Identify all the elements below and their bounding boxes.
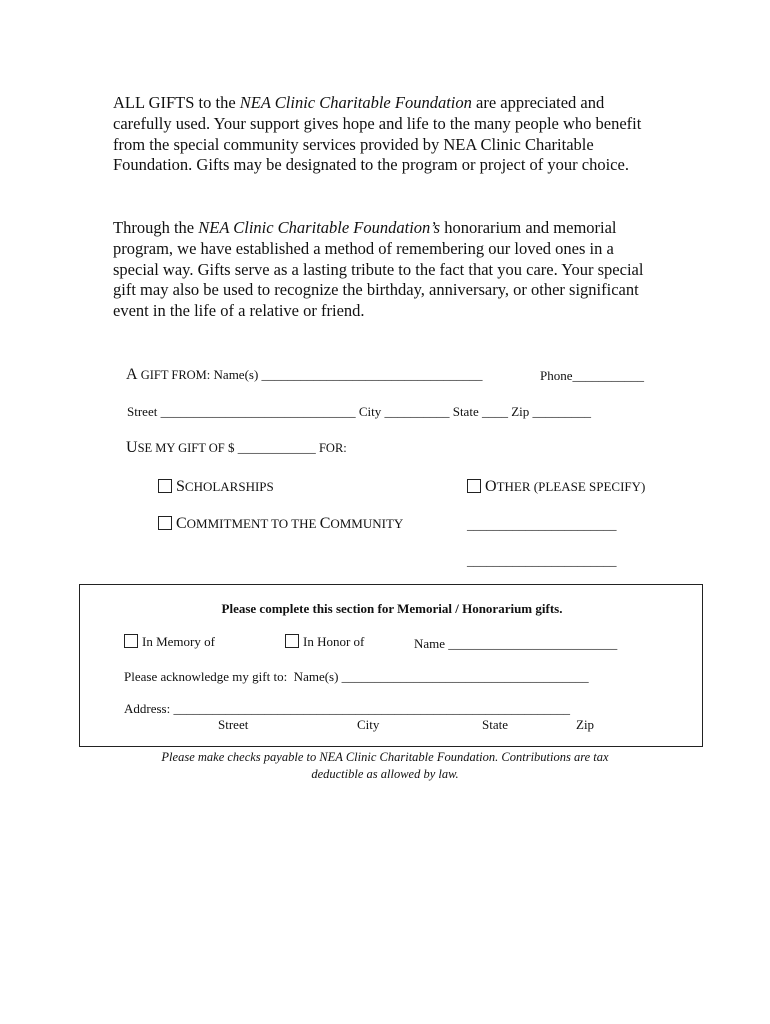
- acknowledge-line: Please acknowledge my gift to: Name(s) ______________________________________: [124, 669, 589, 684]
- gift-from-label: GIFT FROM:: [137, 368, 211, 382]
- commitment-label: C: [319, 515, 331, 532]
- other-specify-field: _______________________: [467, 517, 617, 532]
- intro-text: honorarium and memorial program, we have established a method of remembering our loved ones in a special way. Gifts serve as a lasting tribute to the fact that you care. Your special gift may also be used to recognize the birthday, anniversary, or other significant event in the life of a relative or friend.: [113, 218, 644, 321]
- in-memory-label: In Memory of: [142, 634, 215, 649]
- commitment-label: C: [176, 515, 187, 532]
- honoree-name-line: Name __________________________: [414, 636, 618, 651]
- phone-label: Phone___________: [540, 368, 644, 383]
- donor-name-field[interactable]: Name(s) __________________________________: [210, 367, 483, 382]
- commitment-checkbox[interactable]: [158, 516, 172, 530]
- gift-amount-field[interactable]: $ ____________: [224, 440, 319, 455]
- foundation-name: NEA Clinic Charitable Foundation: [239, 93, 472, 112]
- in-honor-checkbox[interactable]: [285, 634, 299, 648]
- other-specify-line-1[interactable]: [467, 517, 617, 533]
- phone-field[interactable]: [540, 368, 644, 384]
- intro-paragraph-2: [113, 218, 653, 322]
- foundation-name: NEA Clinic Charitable Foundation’s: [198, 218, 441, 237]
- footer-line-1: Please make checks payable to NEA Clinic Charitable Foundation. Contributions are tax: [161, 750, 609, 764]
- scholarships-label: CHOLARSHIPS: [184, 479, 274, 494]
- acknowledge-name-field[interactable]: [124, 669, 589, 685]
- in-memory-option[interactable]: [124, 634, 215, 650]
- scholarships-option[interactable]: [158, 478, 274, 496]
- acknowledge-address-field[interactable]: [124, 701, 570, 717]
- other-option[interactable]: [467, 478, 645, 496]
- honoree-name-field[interactable]: [414, 636, 617, 652]
- memorial-heading: Please complete this section for Memorial / Honorarium gifts.: [221, 601, 563, 616]
- zip-caption: Zip: [576, 717, 595, 732]
- gift-from-row: [126, 366, 483, 384]
- state-caption: State: [482, 717, 508, 732]
- intro-paragraph-1: [113, 93, 653, 176]
- other-specify-field: _______________________: [467, 553, 617, 568]
- address-line: Street ______________________________ City __________ State ____ Zip _________: [127, 404, 592, 419]
- commitment-label: OMMITMENT TO THE: [186, 516, 320, 531]
- intro-text: ALL GIFTS to the: [113, 93, 240, 112]
- other-label: O: [485, 478, 497, 495]
- other-label: THER (PLEASE SPECIFY): [496, 479, 646, 494]
- use-gift-label: SE MY GIFT OF: [137, 441, 225, 455]
- intro-text: Through the: [113, 218, 199, 237]
- scholarships-checkbox[interactable]: [158, 479, 172, 493]
- in-memory-checkbox[interactable]: [124, 634, 138, 648]
- intro-text: are appreciated and carefully used. Your support gives hope and life to the many people who benefit from the special community services provided by NEA Clinic Charitable Foundation. Gifts may be designated to the program or project of your choice.: [113, 93, 642, 175]
- other-checkbox[interactable]: [467, 479, 481, 493]
- acknowledge-address-line: Address: _____________________________________________________________: [124, 701, 570, 716]
- footer-line-2: deductible as allowed by law.: [311, 767, 459, 781]
- scholarships-label: S: [176, 478, 185, 495]
- commitment-option[interactable]: [158, 515, 403, 533]
- for-label: FOR:: [318, 441, 347, 455]
- commitment-label: OMMUNITY: [330, 516, 404, 531]
- street-caption: Street: [218, 717, 249, 732]
- gift-from-label: A: [126, 366, 138, 383]
- use-gift-label: U: [126, 439, 138, 456]
- gift-amount-row: [126, 439, 347, 457]
- donor-address-field[interactable]: [127, 404, 591, 420]
- in-honor-option[interactable]: [285, 634, 364, 650]
- city-caption: City: [357, 717, 380, 732]
- footer-note: [113, 749, 657, 783]
- in-honor-label: In Honor of: [303, 634, 365, 649]
- memorial-honorarium-section: [79, 584, 703, 747]
- other-specify-line-2[interactable]: [467, 553, 617, 569]
